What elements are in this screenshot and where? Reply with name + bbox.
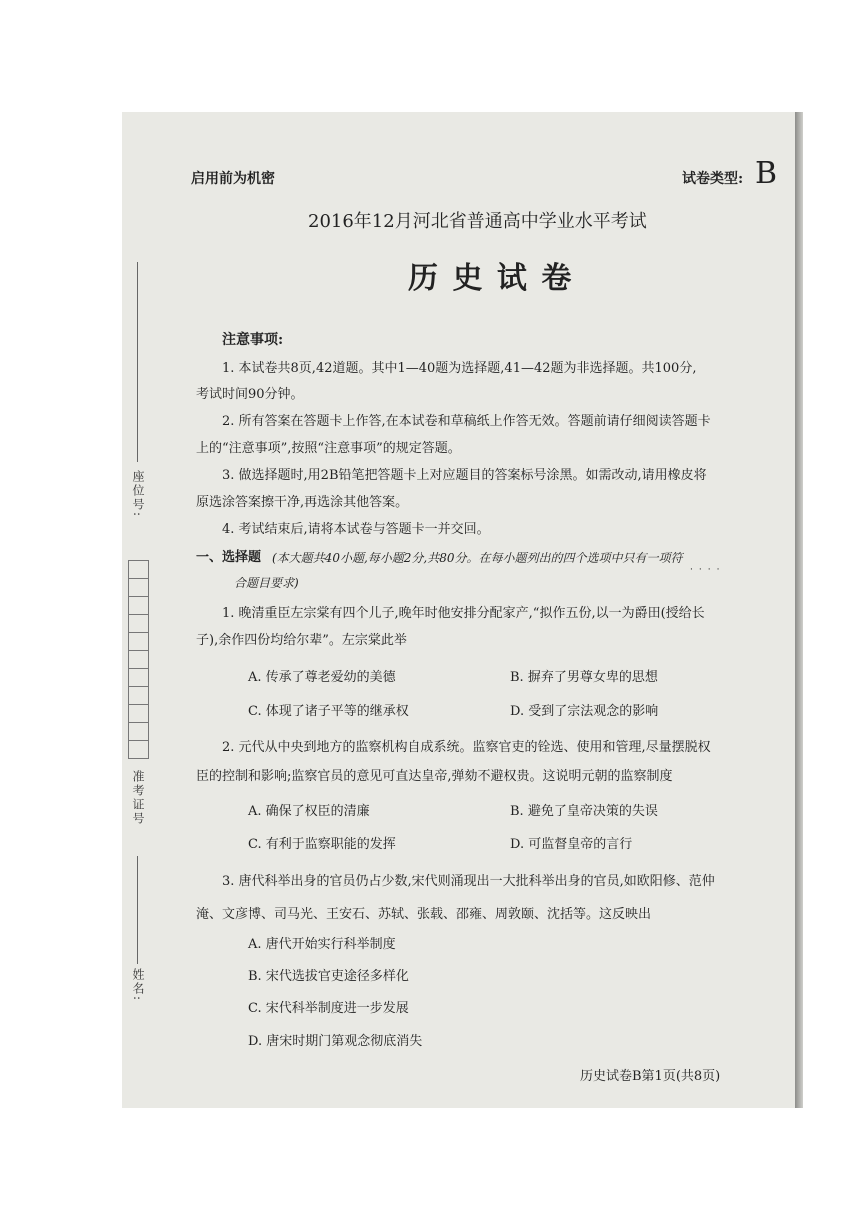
notice-heading: 注意事项:	[222, 332, 284, 348]
option-d: D. 唐宋时期门第观念彻底消失	[248, 1034, 423, 1049]
subject-title: 历 史 试 卷	[408, 261, 574, 296]
option-c: C. 体现了诸子平等的继承权	[248, 704, 409, 719]
name-line	[137, 856, 138, 964]
option-b: B. 宋代选拔官吏途径多样化	[248, 969, 409, 984]
seat-label: 座位号:	[131, 470, 145, 519]
notice-item-cont: 上的“注意事项”,按照“注意事项”的规定答题。	[196, 441, 461, 456]
notice-item: 1. 本试卷共8页,42道题。其中1—40题为选择题,41—42题为非选择题。共100分,	[222, 361, 697, 376]
question-stem: 3. 唐代科举出身的官员仍占少数,宋代则涌现出一大批科举出身的官员,如欧阳修、范仲	[222, 874, 715, 889]
option-a: A. 唐代开始实行科举制度	[248, 937, 396, 952]
option-c: C. 有利于监察职能的发挥	[248, 837, 396, 852]
page-footer: 历史试卷B第1页(共8页)	[580, 1069, 721, 1084]
option-d: D. 受到了宗法观念的影响	[510, 704, 659, 719]
option-a: A. 传承了尊老爱幼的美德	[248, 670, 396, 685]
notice-item-cont: 原选涂答案擦干净,再选涂其他答案。	[196, 495, 409, 510]
exam-id-boxes	[128, 560, 148, 759]
section-instructions: (本大题共40小题,每小题2分,共80分。在每小题列出的四个选项中只有一项符	[272, 551, 683, 565]
question-stem: 1. 晚清重臣左宗棠有四个儿子,晚年时他安排分配家产,“拟作五份,以一为爵田(授给长	[222, 606, 705, 621]
notice-item: 2. 所有答案在答题卡上作答,在本试卷和草稿纸上作答无效。答题前请仔细阅读答题卡	[222, 414, 711, 429]
notice-item: 4. 考试结束后,请将本试卷与答题卡一并交回。	[222, 522, 490, 537]
option-c: C. 宋代科举制度进一步发展	[248, 1001, 409, 1016]
section-instructions-cont: 合题目要求)	[234, 576, 299, 590]
exam-title: 2016年12月河北省普通高中学业水平考试	[308, 211, 647, 232]
question-stem-cont: 臣的控制和影响;监察官员的意见可直达皇帝,弹劾不避权贵。这说明元朝的监察制度	[196, 769, 673, 784]
question-stem-cont: 子),余作四份均给尔辈”。左宗棠此举	[196, 633, 407, 648]
notice-item: 3. 做选择题时,用2B铅笔把答题卡上对应题目的答案标号涂黑。如需改动,请用橡皮将	[222, 468, 707, 483]
exam-id-label: 准考证号	[131, 770, 145, 826]
section-heading: 一、选择题	[196, 550, 262, 565]
question-stem: 2. 元代从中央到地方的监察机构自成系统。监察官吏的铨选、使用和管理,尽量摆脱权	[222, 740, 711, 755]
seat-line	[137, 262, 138, 462]
paper-type-label: 试卷类型:	[682, 171, 744, 187]
paper-edge-shadow	[795, 112, 803, 1108]
question-stem-cont: 淹、文彦博、司马光、王安石、苏轼、张载、邵雍、周敦颐、沈括等。这反映出	[196, 907, 652, 922]
option-b: B. 避免了皇帝决策的失误	[510, 804, 658, 819]
confidential-label: 启用前为机密	[191, 171, 275, 187]
name-label: 姓名:	[131, 968, 145, 1003]
option-b: B. 摒弃了男尊女卑的思想	[510, 670, 658, 685]
notice-item-cont: 考试时间90分钟。	[196, 387, 304, 402]
paper-type-value: B	[755, 156, 778, 191]
option-a: A. 确保了权臣的清廉	[248, 804, 370, 819]
option-d: D. 可监督皇帝的言行	[510, 837, 633, 852]
emphasis-dots: ····	[690, 565, 726, 575]
